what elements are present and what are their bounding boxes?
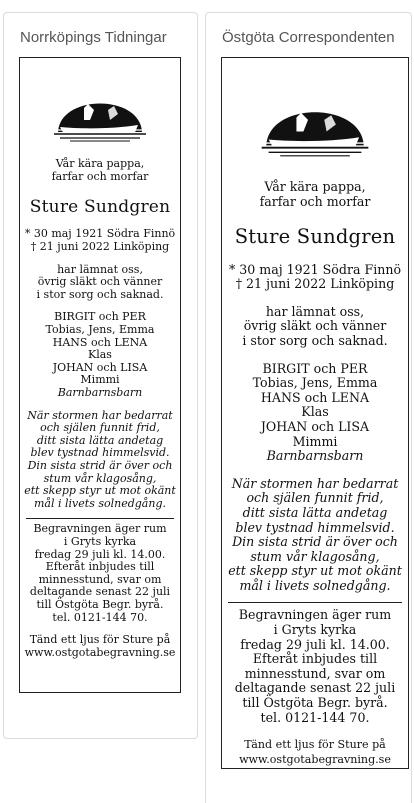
- poem-line: mål i livets solnedgång.: [239, 577, 391, 593]
- poem-line: stum vår klagosång,: [250, 548, 380, 564]
- poem-line: ett skepp styr ut mot okänt: [24, 484, 176, 498]
- family-line: BIRGIT och PER: [54, 310, 146, 324]
- funeral-info: [222, 608, 408, 725]
- funeral-line: Begravningen äger rum: [238, 607, 392, 623]
- poem-line: blev tystnad himmelsvid.: [30, 446, 170, 460]
- death-date: † 21 juni 2022 Linköping: [30, 240, 170, 254]
- funeral-line: Efteråt inbjudes till: [252, 651, 378, 667]
- passed-line: har lämnat oss,: [57, 262, 143, 276]
- family-line: JOHAN och LISA: [260, 418, 370, 434]
- funeral-line: tel. 0121-144 70.: [260, 709, 370, 725]
- memorial-link[interactable]: www.ostgotabegravning.se: [24, 645, 176, 659]
- family-italic: Barnbarnsbarn: [266, 448, 364, 464]
- memorial-link[interactable]: www.ostgotabegravning.se: [239, 752, 391, 766]
- notice-card-ostgota-correspondenten[interactable]: [205, 12, 412, 803]
- intro-line: Vår kära pappa,: [55, 157, 145, 170]
- family-line: Tobias, Jens, Emma: [252, 375, 378, 391]
- family-line: Tobias, Jens, Emma: [45, 323, 155, 337]
- birth-date: * 30 maj 1921 Södra Finnö: [24, 227, 176, 241]
- passed-line: övrig släkt och vänner: [243, 318, 387, 334]
- funeral-line: i Gryts kyrka: [273, 622, 357, 638]
- funeral-line: Begravningen äger rum: [33, 522, 167, 536]
- poem-line: Din sista strid är över och: [232, 534, 398, 550]
- fishing-boat-sunset-icon: [50, 80, 150, 142]
- family-line: JOHAN och LISA: [52, 360, 148, 374]
- death-notice: [221, 57, 409, 769]
- funeral-line: i Gryts kyrka: [63, 534, 137, 548]
- fishing-boat-sunset-icon: [257, 84, 373, 158]
- funeral-info: [20, 523, 180, 624]
- funeral-line: fredag 29 juli kl. 14.00.: [240, 636, 390, 652]
- poem-line: När stormen har bedarrat: [27, 408, 173, 422]
- poem-line: och själen funnit frid,: [246, 490, 384, 506]
- funeral-line: till Östgöta Begr. byrå.: [36, 597, 164, 611]
- divider: [228, 602, 402, 603]
- candle-info: [20, 634, 180, 659]
- funeral-line: Efteråt inbjudes till: [45, 560, 155, 574]
- family-line: HANS och LENA: [52, 335, 148, 349]
- deceased-name: Sture Sundgren: [234, 225, 396, 249]
- funeral-line: minnesstund, svar om: [244, 665, 386, 681]
- divider: [26, 518, 174, 519]
- deceased-name: Sture Sundgren: [29, 197, 171, 218]
- intro-line: farfar och morfar: [51, 169, 149, 183]
- passed-line: i stor sorg och saknad.: [242, 332, 388, 348]
- candle-line: Tänd ett ljus för Sture på: [29, 633, 171, 647]
- intro-line: farfar och morfar: [259, 193, 371, 209]
- family-line: HANS och LENA: [260, 389, 370, 405]
- newspaper-label: Östgöta Correspondenten: [222, 29, 395, 46]
- funeral-line: till Östgöta Begr. byrå.: [242, 695, 388, 711]
- funeral-line: tel. 0121-144 70.: [52, 610, 148, 624]
- poem-line: ditt sista lätta andetag: [36, 433, 164, 447]
- death-notice: [19, 57, 181, 693]
- family-line: Klas: [301, 404, 329, 420]
- poem: [222, 477, 408, 594]
- poem-line: ditt sista lätta andetag: [242, 504, 388, 520]
- funeral-line: deltagande senast 22 juli: [234, 680, 396, 696]
- poem-line: och själen funnit frid,: [40, 421, 160, 435]
- birth-date: * 30 maj 1921 Södra Finnö: [228, 261, 402, 277]
- family-line: Mimmi: [80, 373, 120, 387]
- intro-line: Vår kära pappa,: [264, 179, 366, 194]
- funeral-line: deltagande senast 22 juli: [29, 585, 171, 599]
- funeral-line: fredag 29 juli kl. 14.00.: [34, 547, 166, 561]
- poem-line: blev tystnad himmelsvid.: [235, 519, 395, 535]
- poem-line: ett skepp styr ut mot okänt: [228, 563, 402, 579]
- poem-line: När stormen har bedarrat: [231, 475, 399, 491]
- candle-line: Tänd ett ljus för Sture på: [244, 738, 386, 752]
- poem-line: Din sista strid är över och: [27, 458, 173, 472]
- notice-card-norrkopings-tidningar[interactable]: [3, 12, 198, 739]
- passed-line: övrig släkt och vänner: [37, 275, 163, 289]
- candle-info: [222, 738, 408, 767]
- poem-line: mål i livets solnedgång.: [34, 496, 166, 510]
- passed-line: i stor sorg och saknad.: [36, 287, 164, 301]
- family-line: BIRGIT och PER: [262, 360, 368, 376]
- poem: [20, 410, 180, 511]
- funeral-line: minnesstund, svar om: [38, 572, 162, 586]
- family-line: Mimmi: [292, 433, 338, 449]
- newspaper-label: Norrköpings Tidningar: [20, 29, 167, 46]
- family-italic: Barnbarnsbarn: [57, 386, 143, 400]
- death-date: † 21 juni 2022 Linköping: [235, 276, 395, 292]
- poem-line: stum vår klagosång,: [43, 471, 157, 485]
- family-line: Klas: [88, 348, 112, 362]
- passed-line: har lämnat oss,: [265, 303, 365, 319]
